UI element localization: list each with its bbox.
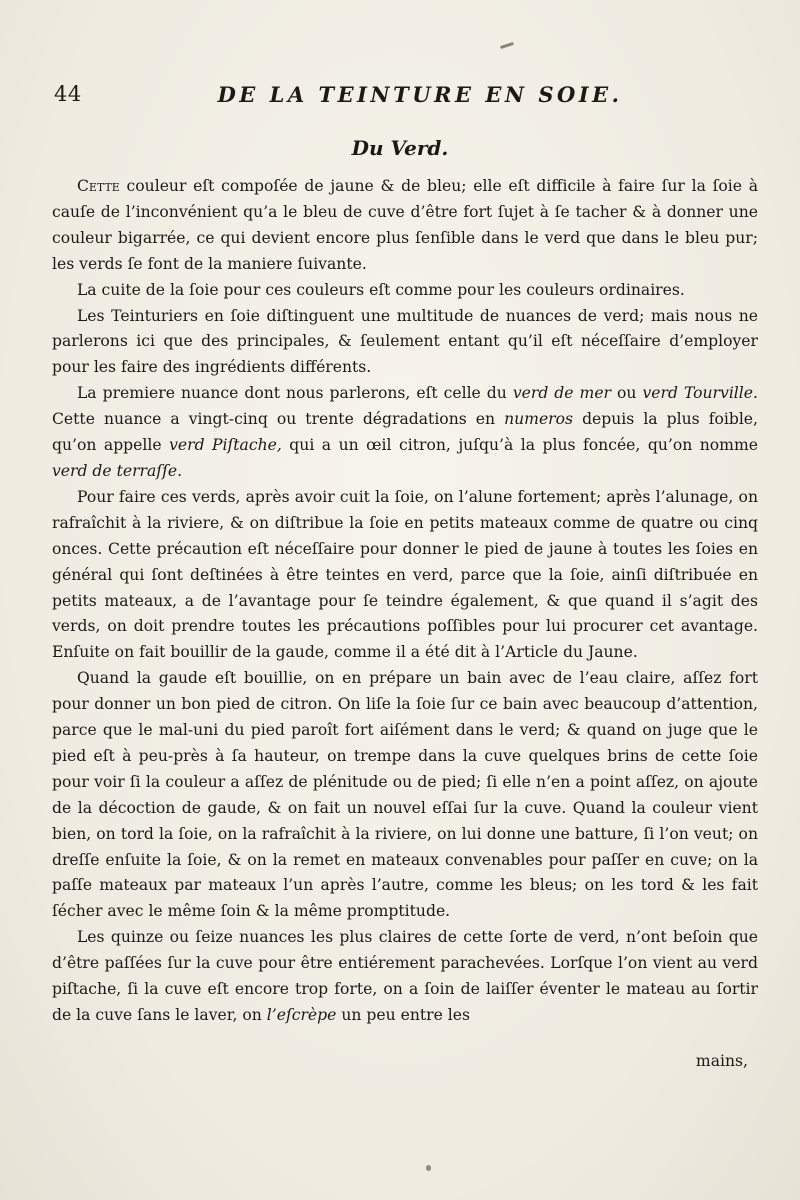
paragraph-text: un peu entre les [336,1006,470,1024]
italic-term: numeros [504,410,574,429]
italic-term: l’eſcrèpe [266,1006,337,1024]
catchword: mains, [695,1052,748,1070]
page-header [54,82,746,112]
paragraph-text: couleur eſt compoſée de jaune & de bleu; elle eſt difficile à faire ſur la ſoie à cauſe de l’inconvénient qu’a le bleu de cuve d’être fort ſujet à ſe tacher & à donner une couleur bigarrée, ce qui devient encore plus ſenſible dans le verd que dans le bleu pur; les verds ſe font de la maniere ſuivante. [52,177,758,273]
paragraph: Pour faire ces verds, après avoir cuit la ſoie, on l’alune fortement; après l’alunage, on rafraîchit à la riviere, & on diſtribue la ſoie en petits mateaux comme de quatre ou cinq onces. Cette précaution eſt néceſſaire pour donner le pied de jaune à toutes les ſoies en général qui ſont deſtinées à être teintes en verd, parce que la ſoie, ainſi diſtribuée en petits mateaux, a de l’avantage pour ſe teindre également, & que quand il s’agit des verds, on doit prendre toutes les précautions poſſibles pour lui procurer cet avantage. Enſuite on fait bouillir de la gaude, comme il a été dit à l’Article du Jaune. [52,487,758,662]
section-title: Du Verd. [351,136,449,160]
italic-term: verd Piſtache, [169,436,282,455]
paragraph-text: depuis la plus foible, qu’on appelle [52,410,758,455]
paragraph [52,174,758,278]
italic-term: verd de mer [512,384,611,403]
paragraph-text: La premiere nuance dont nous parlerons, eſt celle du [76,384,513,403]
paragraph-text: qui a un œil citron, juſqu’à la plus foncée, qu’on nomme [281,436,758,455]
paragraph [52,381,758,485]
italic-term: verd Tourville. [642,384,758,403]
italic-term: verd de terraſſe. [52,461,183,480]
ink-mark [500,42,514,49]
paragraph-text: Cette nuance a vingt-cinq ou trente dégradations en [52,410,505,429]
paragraph: Quand la gaude eſt bouillie, on en prépare un bain avec de l’eau claire, aſſez fort pour donner un bon pied de citron. On liſe la ſoie ſur ce bain avec beaucoup d’attention, parce que le mal-uni du pied paroît fort aiſément dans le verd; & quand on juge que le pied eſt à peu-près à ſa hauteur, on trempe dans la cuve quelques brins de cette ſoie pour voir ſi la couleur a aſſez de plénitude ou de pied; ſi elle n’en a point aſſez, on ajoute de la décoction de gaude, & on fait un nouvel eſſai ſur la cuve. Quand la couleur vient bien, on tord la ſoie, on la rafraîchit à la riviere, on lui donne une batture, ſi l’on veut; on dreſſe enſuite la ſoie, & on la remet en mateaux convenables pour paſſer en cuve; on la paſſe mateaux par mateaux l’un après l’autre, comme les bleus; on les tord & les fait ſécher avec le même ſoin & la même promptitude. [52,669,758,921]
paragraph [52,925,758,1029]
paragraph-lead: Cette [76,177,120,195]
running-head: DE LA TEINTURE EN SOIE. [217,82,623,107]
paragraph-text: ou [611,384,643,403]
paragraph: La cuite de la ſoie pour ces couleurs eſt comme pour les couleurs ordinaires. [76,280,685,299]
ink-mark [426,1165,431,1171]
page-number: 44 [54,82,82,106]
paragraph: Les Teinturiers en ſoie diſtinguent une multitude de nuances de verd; mais nous ne parlerons ici que des principales, & ſeulement entant qu’il eſt néceſſaire d’employer pour les faire des ingrédients différents. [52,306,758,377]
body-text [52,174,758,1029]
paragraph-text: Les quinze ou ſeize nuances les plus claires de cette ſorte de verd, n’ont beſoin que d’être paſſées ſur la cuve pour être entiérement parachevées. Lorſque l’on vient au verd piſtache, ſi la cuve eſt encore trop forte, on a ſoin de laiſſer éventer le mateau au ſortir de la cuve ſans le laver, on [52,928,758,1024]
